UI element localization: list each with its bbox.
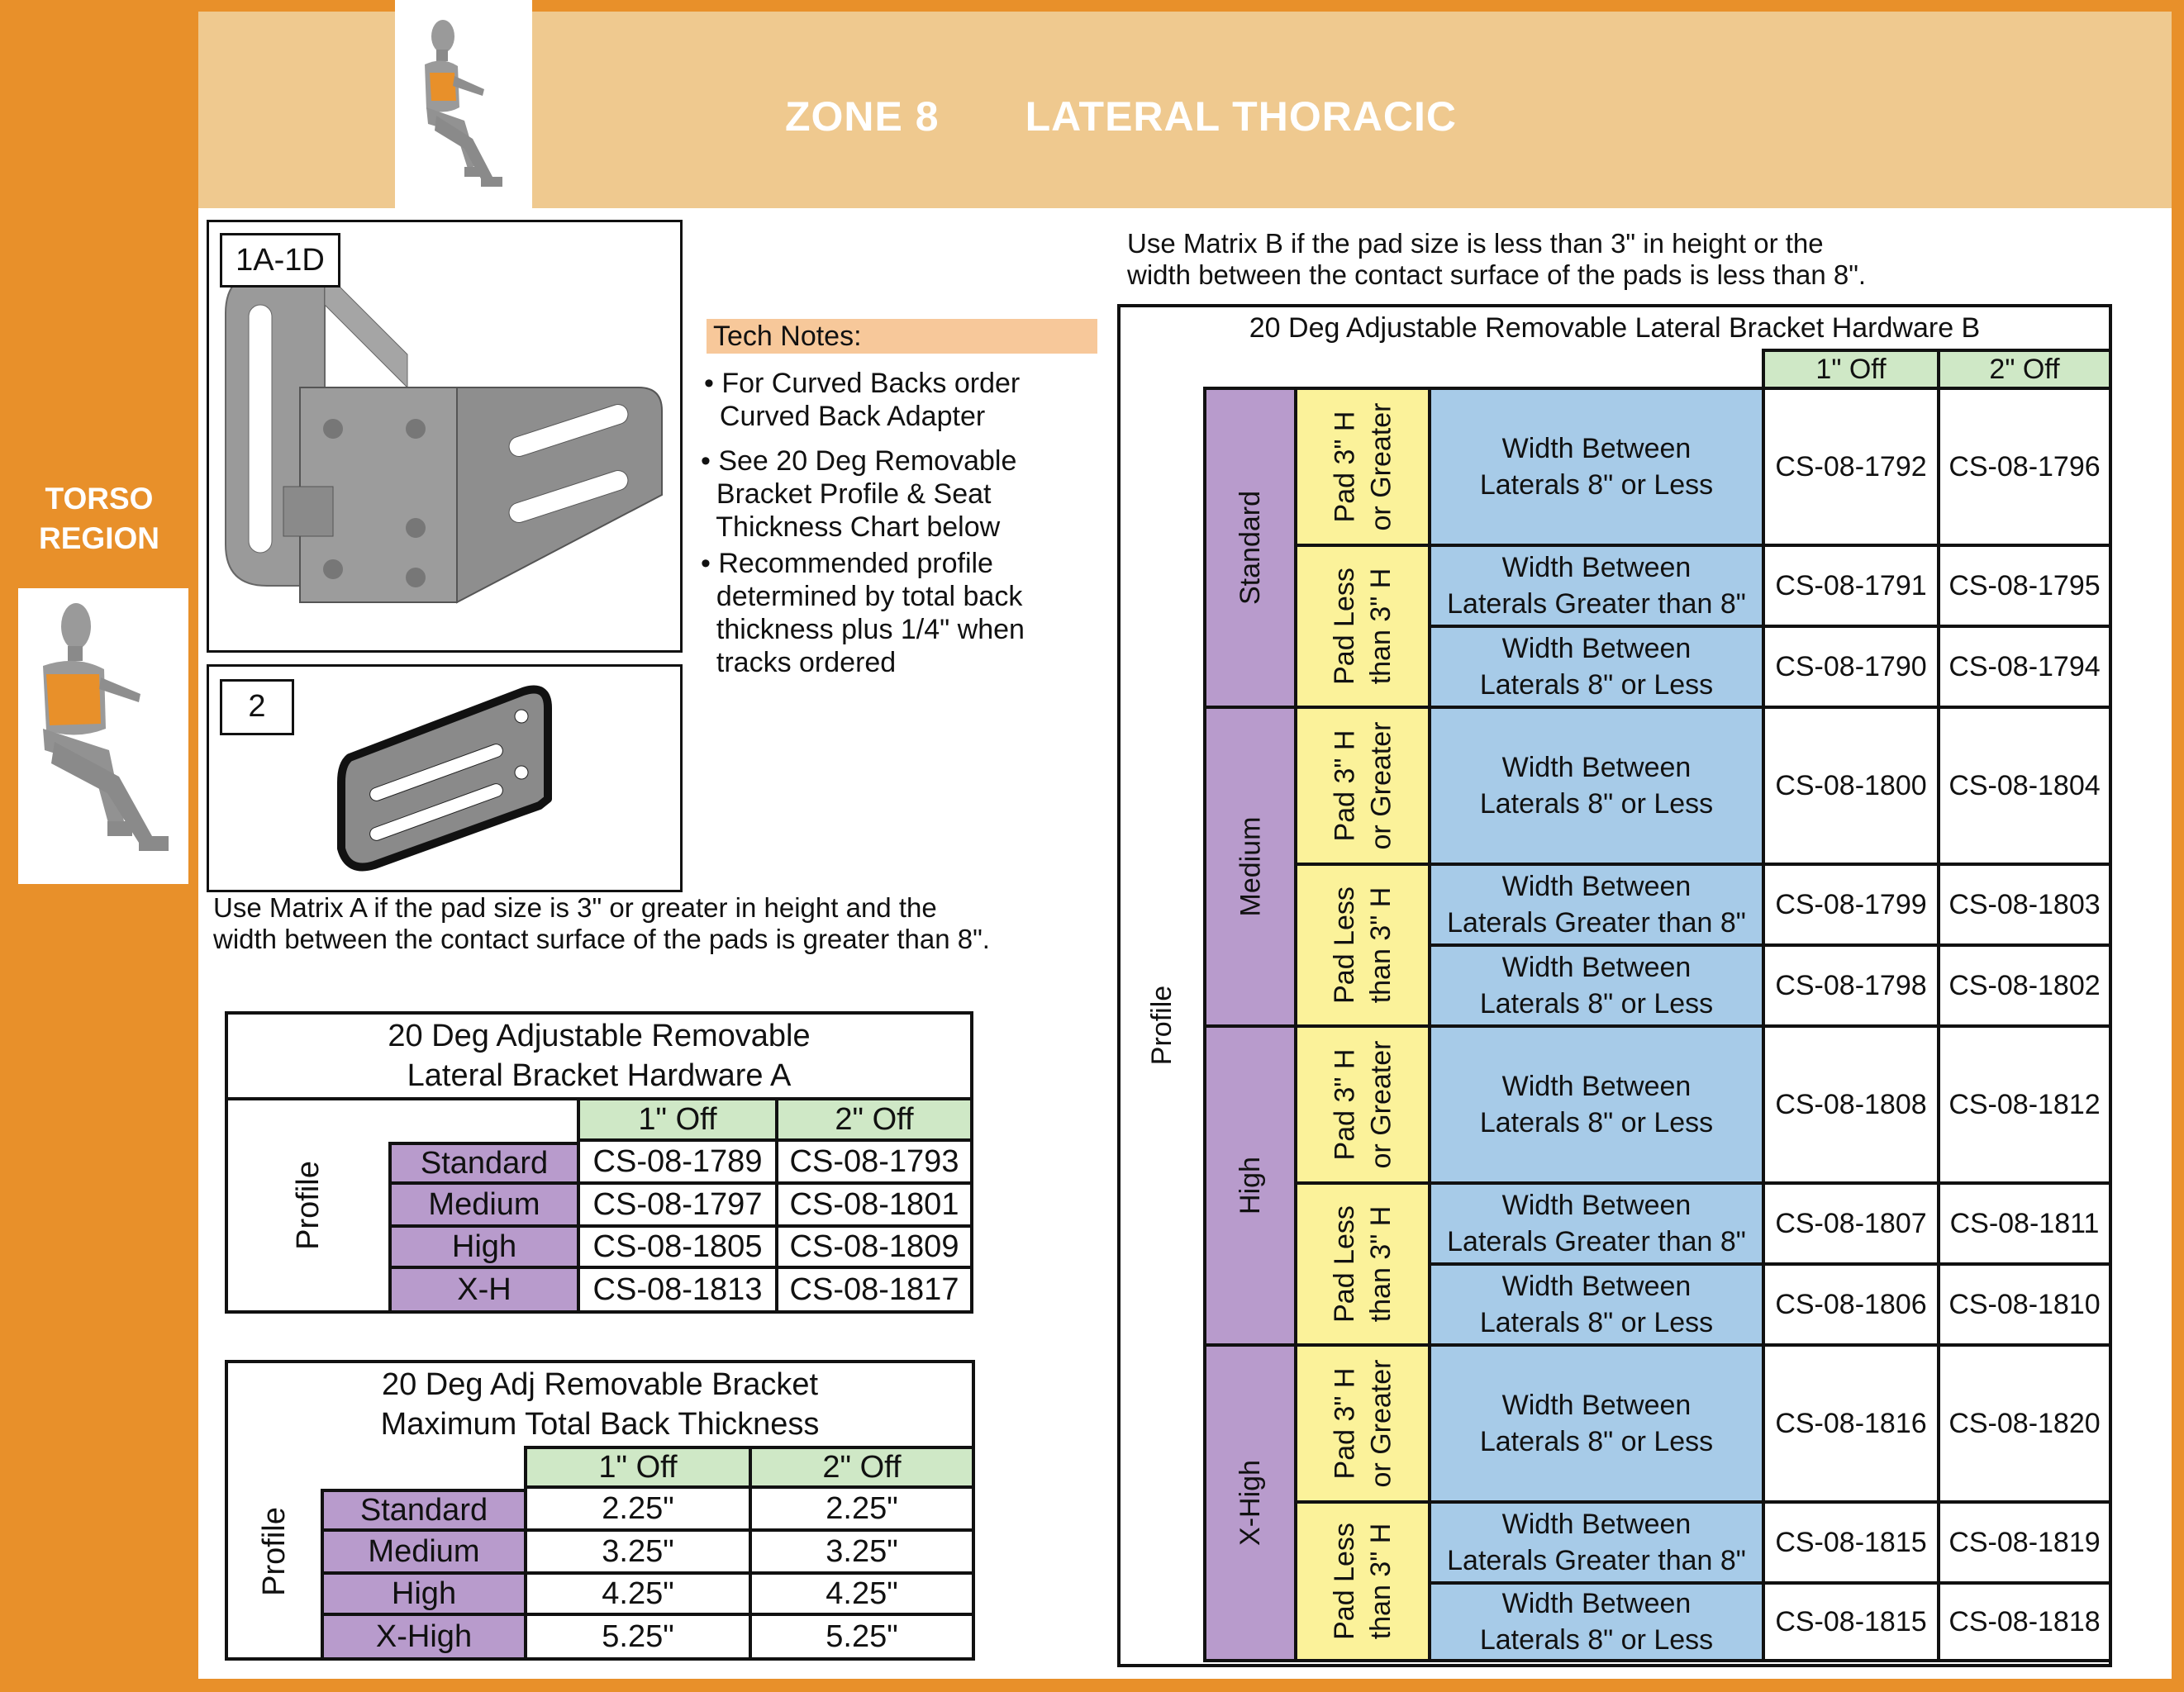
- table-b-cell: CS-08-1807: [1762, 1181, 1937, 1262]
- table-b-col-header: 2" Off: [1937, 349, 2109, 387]
- table-b-pad-small-line: Pad Less: [1328, 886, 1360, 1004]
- table-b-width-line: Width Between: [1501, 433, 1692, 464]
- matrix-a-note-line: Use Matrix A if the pad size is 3" or greater in height and the: [213, 892, 937, 923]
- table-thickness-cell: 4.25": [749, 1575, 972, 1616]
- table-a-row-profile: Medium: [388, 1185, 577, 1228]
- region-label-line: TORSO: [45, 482, 154, 516]
- table-thickness-row-axis-label: Profile: [257, 1507, 292, 1596]
- table-b-width-text: [1447, 549, 1746, 622]
- table-b-width-line: Width Between: [1501, 952, 1692, 983]
- table-b-width-line: Width Between: [1501, 1509, 1692, 1540]
- table-b: [1117, 304, 2112, 1667]
- tech-note-1: [704, 367, 1020, 433]
- table-b-width-line: Laterals 8" or Less: [1479, 788, 1714, 820]
- table-b-width-text: [1480, 949, 1713, 1022]
- table-b-width-line: Laterals Greater than 8": [1447, 1226, 1746, 1257]
- table-b-width-line: Laterals 8" or Less: [1479, 1426, 1714, 1457]
- table-thickness-col-header: 1" Off: [524, 1446, 749, 1489]
- table-b-pad-small-line: Pad Less: [1328, 568, 1360, 685]
- table-a: [225, 1011, 973, 1314]
- table-b-width-cell: [1428, 1343, 1762, 1500]
- table-thickness-title-line: Maximum Total Back Thickness: [380, 1407, 820, 1442]
- table-b-width-cell: [1428, 863, 1762, 943]
- table-b-profile-cell: [1203, 1343, 1294, 1662]
- table-b-pad-large-line: or Greater: [1364, 721, 1397, 850]
- table-b-width-line: Laterals Greater than 8": [1447, 907, 1746, 939]
- table-b-pad-large-line: or Greater: [1364, 402, 1397, 531]
- table-b-pad-small: [1294, 1500, 1428, 1662]
- table-b-pad-small: [1294, 1181, 1428, 1343]
- table-b-pad-large-line: or Greater: [1364, 1040, 1397, 1169]
- table-b-profile-label: Medium: [1235, 816, 1266, 917]
- tech-note-line: Curved Back Adapter: [704, 401, 986, 432]
- table-b-width-cell: [1428, 1181, 1762, 1262]
- table-b-cell: CS-08-1791: [1762, 544, 1937, 625]
- table-b-pad-small: [1294, 863, 1428, 1024]
- tech-note-line: determined by total back: [701, 581, 1023, 612]
- table-b-width-cell: [1428, 1500, 1762, 1581]
- table-b-cell: CS-08-1795: [1937, 544, 2109, 625]
- table-b-width-cell: [1428, 1262, 1762, 1343]
- table-b-width-text: [1480, 1387, 1713, 1460]
- table-b-pad-small-line: than 3" H: [1364, 886, 1397, 1004]
- table-thickness-cell: 2.25": [524, 1489, 749, 1532]
- table-b-cell: CS-08-1800: [1762, 706, 1937, 863]
- table-b-profile-cell: [1203, 706, 1294, 1024]
- table-thickness-cell: 5.25": [524, 1616, 749, 1657]
- table-b-width-line: Laterals 8" or Less: [1479, 469, 1714, 501]
- matrix-a-note-line: width between the contact surface of the pads is greater than 8".: [213, 924, 990, 954]
- table-a-row-profile: X-H: [388, 1269, 577, 1310]
- table-b-col-header: 1" Off: [1762, 349, 1937, 387]
- table-b-pad-large-text: [1326, 403, 1399, 531]
- table-b-cell: CS-08-1811: [1937, 1181, 2109, 1262]
- table-b-width-line: Width Between: [1501, 1390, 1692, 1421]
- table-a-cell: CS-08-1793: [775, 1142, 970, 1185]
- tech-note-line: Thickness Chart below: [701, 511, 1001, 543]
- table-b-pad-large-text: [1326, 1041, 1399, 1169]
- tech-note-3: [701, 547, 1025, 679]
- table-b-profile-cell: [1203, 387, 1294, 706]
- table-b-width-line: Laterals 8" or Less: [1479, 1624, 1714, 1656]
- table-b-pad-small-text: [1326, 1523, 1399, 1640]
- table-b-cell: CS-08-1804: [1937, 706, 2109, 863]
- table-b-pad-small-line: than 3" H: [1364, 568, 1397, 685]
- table-b-width-line: Width Between: [1501, 1271, 1692, 1302]
- table-b-cell: CS-08-1799: [1762, 863, 1937, 943]
- table-b-width-line: Width Between: [1501, 1190, 1692, 1221]
- table-b-width-line: Width Between: [1501, 633, 1692, 664]
- region-label-line: REGION: [39, 521, 159, 555]
- table-b-row-axis-label: Profile: [1146, 985, 1178, 1066]
- table-thickness: [225, 1360, 975, 1661]
- image-tag-2: 2: [220, 679, 294, 735]
- tech-note-line: Bracket Profile & Seat: [701, 478, 992, 510]
- table-a-row-profile: Standard: [388, 1142, 577, 1185]
- table-b-width-text: [1447, 1187, 1746, 1260]
- table-b-pad-small-line: than 3" H: [1364, 1523, 1397, 1640]
- table-b-cell: CS-08-1820: [1937, 1343, 2109, 1500]
- table-b-pad-large-line: or Greater: [1364, 1359, 1397, 1488]
- table-b-cell: CS-08-1803: [1937, 863, 2109, 943]
- table-b-cell: CS-08-1815: [1762, 1500, 1937, 1581]
- table-b-width-line: Laterals 8" or Less: [1479, 988, 1714, 1019]
- table-a-title-line: 20 Deg Adjustable Removable: [388, 1019, 811, 1053]
- table-b-pad-large-line: Pad 3" H: [1328, 1367, 1360, 1480]
- table-a-cell: CS-08-1789: [577, 1142, 775, 1185]
- table-b-pad-small-text: [1326, 886, 1399, 1004]
- table-b-width-line: Laterals 8" or Less: [1479, 1307, 1714, 1338]
- table-b-cell: CS-08-1792: [1762, 387, 1937, 544]
- table-b-width-cell: [1428, 387, 1762, 544]
- table-b-pad-small-line: than 3" H: [1364, 1205, 1397, 1323]
- table-a-row-axis-label: Profile: [291, 1161, 326, 1250]
- table-b-width-text: [1480, 430, 1713, 503]
- table-b-pad-large: [1294, 1024, 1428, 1181]
- table-b-width-line: Width Between: [1501, 871, 1692, 902]
- table-a-cell: CS-08-1797: [577, 1185, 775, 1228]
- table-b-pad-large-text: [1326, 722, 1399, 850]
- table-thickness-title-line: 20 Deg Adj Removable Bracket: [381, 1367, 819, 1402]
- table-a-cell: CS-08-1817: [775, 1269, 970, 1310]
- table-b-pad-small-line: Pad Less: [1328, 1523, 1360, 1640]
- table-b-pad-small-text: [1326, 568, 1399, 685]
- table-thickness-cell: 3.25": [524, 1532, 749, 1575]
- table-b-width-text: [1447, 1506, 1746, 1579]
- image-tag-1a-1d: 1A-1D: [220, 233, 340, 288]
- table-a-cell: CS-08-1805: [577, 1228, 775, 1269]
- tech-note-line: tracks ordered: [701, 647, 897, 678]
- table-b-pad-large-text: [1326, 1360, 1399, 1488]
- table-b-width-text: [1480, 1585, 1713, 1658]
- table-b-width-line: Laterals Greater than 8": [1447, 1545, 1746, 1576]
- table-a-col-header: 2" Off: [775, 1100, 970, 1142]
- table-b-width-line: Width Between: [1501, 1588, 1692, 1619]
- header-seated-figure: [395, 0, 532, 208]
- sidebar-seated-figure: [18, 588, 188, 884]
- table-a-cell: CS-08-1813: [577, 1269, 775, 1310]
- table-b-width-line: Laterals Greater than 8": [1447, 588, 1746, 620]
- table-a-cell: CS-08-1801: [775, 1185, 970, 1228]
- table-b-cell: CS-08-1812: [1937, 1024, 2109, 1181]
- table-thickness-row-profile: X-High: [321, 1616, 524, 1657]
- table-thickness-row-profile: Standard: [321, 1489, 524, 1532]
- table-b-pad-large: [1294, 387, 1428, 544]
- table-b-pad-large: [1294, 1343, 1428, 1500]
- table-b-width-cell: [1428, 625, 1762, 706]
- table-b-pad-small-text: [1326, 1205, 1399, 1323]
- matrix-b-note-line: width between the contact surface of the pads is less than 8".: [1127, 259, 1867, 290]
- bottom-border: [198, 1679, 2184, 1692]
- matrix-b-note: [1127, 228, 1866, 291]
- table-b-width-line: Width Between: [1501, 1071, 1692, 1102]
- tech-note-line: • See 20 Deg Removable: [701, 445, 1017, 477]
- matrix-b-note-line: Use Matrix B if the pad size is less than 3" in height or the: [1127, 228, 1824, 259]
- table-b-width-cell: [1428, 1024, 1762, 1181]
- table-thickness-row-profile: High: [321, 1575, 524, 1616]
- table-b-cell: CS-08-1798: [1762, 943, 1937, 1024]
- table-b-width-line: Width Between: [1501, 752, 1692, 783]
- table-b-pad-large-line: Pad 3" H: [1328, 1048, 1360, 1161]
- table-thickness-row-axis: [228, 1446, 321, 1657]
- table-b-width-cell: [1428, 943, 1762, 1024]
- table-b-profile-label: Standard: [1235, 491, 1266, 605]
- table-thickness-cell: 5.25": [749, 1616, 972, 1657]
- table-b-cell: CS-08-1815: [1762, 1581, 1937, 1662]
- table-thickness-cell: 4.25": [524, 1575, 749, 1616]
- table-b-width-cell: [1428, 1581, 1762, 1662]
- table-a-row-profile: High: [388, 1228, 577, 1269]
- table-b-pad-large: [1294, 706, 1428, 863]
- table-b-width-line: Laterals 8" or Less: [1479, 669, 1714, 701]
- table-b-cell: CS-08-1816: [1762, 1343, 1937, 1500]
- table-a-row-axis: [228, 1100, 388, 1310]
- table-thickness-title: [228, 1363, 972, 1446]
- table-b-profile-label: High: [1235, 1157, 1266, 1214]
- table-b-row-axis: [1121, 387, 1203, 1664]
- table-b-cell: CS-08-1806: [1762, 1262, 1937, 1343]
- table-b-title: 20 Deg Adjustable Removable Lateral Bracket Hardware B: [1249, 311, 1981, 344]
- table-b-width-text: [1447, 868, 1746, 941]
- table-b-pad-large-line: Pad 3" H: [1328, 411, 1360, 523]
- table-a-cell: CS-08-1809: [775, 1228, 970, 1269]
- table-thickness-row-profile: Medium: [321, 1532, 524, 1575]
- table-thickness-cell: 3.25": [749, 1532, 972, 1575]
- table-b-width-line: Width Between: [1501, 552, 1692, 583]
- table-b-pad-small-line: Pad Less: [1328, 1205, 1360, 1323]
- table-b-width-text: [1480, 1068, 1713, 1141]
- table-b-cell: CS-08-1819: [1937, 1500, 2109, 1581]
- table-b-width-text: [1480, 1268, 1713, 1341]
- table-b-width-line: Laterals 8" or Less: [1479, 1107, 1714, 1138]
- right-border: [2172, 0, 2184, 1692]
- table-a-col-header: 1" Off: [577, 1100, 775, 1142]
- table-b-cell: CS-08-1790: [1762, 625, 1937, 706]
- table-b-pad-small: [1294, 544, 1428, 706]
- table-thickness-cell: 2.25": [749, 1489, 972, 1532]
- table-thickness-col-header: 2" Off: [749, 1446, 972, 1489]
- tech-note-2: [701, 444, 1016, 544]
- table-b-profile-cell: [1203, 1024, 1294, 1343]
- region-label: [0, 479, 198, 558]
- seated-figure-icon: [18, 588, 188, 884]
- tech-note-line: • Recommended profile: [701, 548, 993, 579]
- zone-title: LATERAL THORACIC: [1025, 93, 1458, 140]
- tech-note-line: thickness plus 1/4" when: [701, 614, 1025, 645]
- table-a-title: [228, 1015, 970, 1100]
- table-b-profile-label: X-High: [1235, 1460, 1266, 1546]
- table-b-cell: CS-08-1794: [1937, 625, 2109, 706]
- table-b-width-cell: [1428, 544, 1762, 625]
- seated-figure-icon: [395, 0, 532, 208]
- table-b-cell: CS-08-1796: [1937, 387, 2109, 544]
- table-b-cell: CS-08-1808: [1762, 1024, 1937, 1181]
- tech-notes-heading: Tech Notes:: [707, 319, 1097, 354]
- table-b-pad-large-line: Pad 3" H: [1328, 730, 1360, 842]
- matrix-a-note: [213, 892, 990, 955]
- page-title: [785, 93, 1457, 140]
- table-b-width-cell: [1428, 706, 1762, 863]
- tech-note-line: • For Curved Backs order: [704, 368, 1021, 399]
- table-b-cell: CS-08-1802: [1937, 943, 2109, 1024]
- table-a-title-line: Lateral Bracket Hardware A: [407, 1058, 792, 1093]
- table-b-cell: CS-08-1818: [1937, 1581, 2109, 1662]
- zone-label: ZONE 8: [785, 93, 940, 140]
- table-b-width-text: [1480, 630, 1713, 703]
- table-b-width-text: [1480, 749, 1713, 822]
- table-b-cell: CS-08-1810: [1937, 1262, 2109, 1343]
